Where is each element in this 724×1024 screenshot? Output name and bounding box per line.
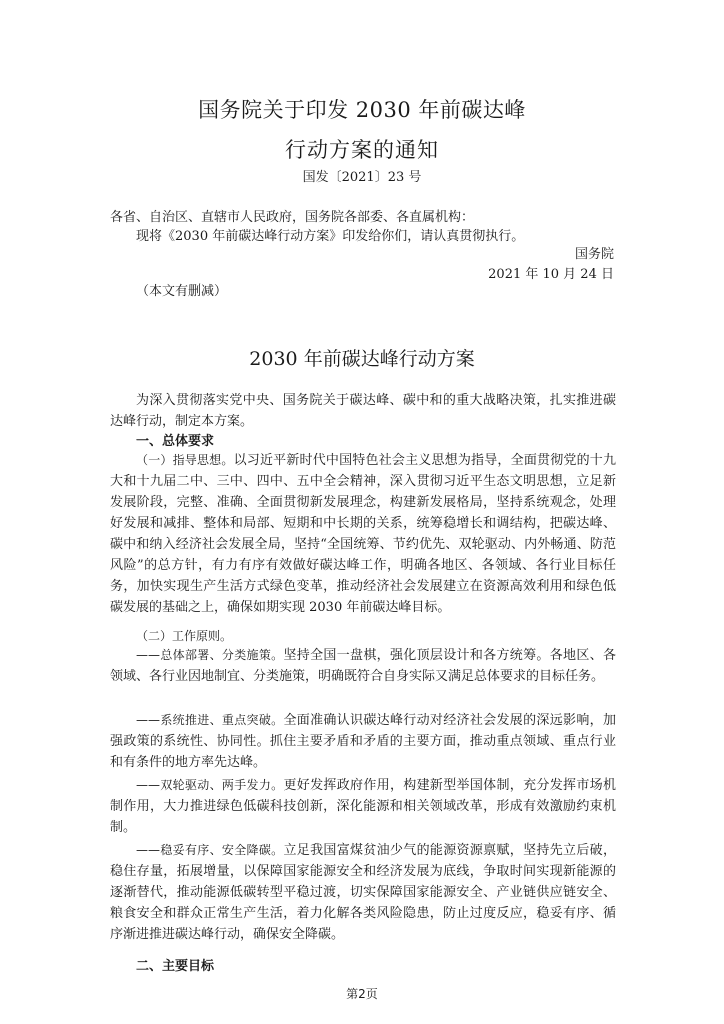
principle2-paragraph: [110, 710, 616, 773]
principle3-text: 更好发挥政府作用，构建新型举国体制，充分发挥市场机制作用，大力推进绿色低碳科技创新，深化能源和相关领域改革，形成有效激励约束机制。: [110, 778, 616, 835]
notice-title-line2: 行动方案的通知: [285, 138, 439, 162]
guiding-paragraph: [110, 450, 616, 618]
principle1-paragraph: [110, 645, 616, 687]
notice-body: 现将《2030 年前碳达峰行动方案》印发给你们，请认真贯彻执行。: [136, 229, 525, 244]
principles-label: （二）工作原则。: [136, 629, 233, 643]
abridged-note: （本文有删减）: [136, 284, 228, 299]
section2-heading: 二、主要目标: [136, 959, 215, 974]
plan-title: 2030 年前碳达峰行动方案: [249, 348, 475, 370]
section1-heading: 一、总体要求: [136, 434, 215, 449]
notice-title-line1: 国务院关于印发 2030 年前碳达峰: [198, 98, 526, 122]
issue-date: 2021 年 10 月 24 日: [488, 267, 614, 282]
principle2-label: ——系统推进、重点突破。: [136, 713, 284, 727]
issuer: 国务院: [574, 247, 614, 262]
principle4-paragraph: [110, 840, 616, 945]
page-number: 第2页: [346, 987, 378, 1001]
document-number: 国发〔2021〕23 号: [302, 170, 422, 185]
addressee: 各省、自治区、直辖市人民政府，国务院各部委、各直属机构：: [110, 210, 475, 225]
principle1-text: 坚持全国一盘棋，强化顶层设计和各方统筹。各地区、各领域、各行业因地制宜、分类施策，明确既符合自身实际又满足总体要求的目标任务。: [110, 648, 616, 684]
intro-paragraph: 为深入贯彻落实党中央、国务院关于碳达峰、碳中和的重大战略决策，扎实推进碳达峰行动，制定本方案。: [110, 393, 616, 429]
principle1-label: ——总体部署、分类施策。: [136, 648, 284, 662]
guiding-text: 以习近平新时代中国特色社会主义思想为指导，全面贯彻党的十九大和十九届二中、三中、四中、五中全会精神，深入贯彻习近平生态文明思想，立足新发展阶段，完整、准确、全面贯彻新发展理念，构建新发展格局，坚持系统观念，处理好发展和减排、整体和局部、短期和中长期的关系，统筹稳增长和调结构，把碳达峰、碳中和纳入经济社会发展全局，坚持“全国统筹、节约优先、双轮驱动、内外畅通、防范风险”的总方针，有力有序有效做好碳达峰工作，明确各地区、各领域、各行业目标任务，加快实现生产生活方式绿色变革，推动经济社会发展建立在资源高效利用和绿色低碳发展的基础之上，确保如期实现 2030 年前碳达峰目标。: [110, 453, 616, 615]
principle3-label: ——双轮驱动、两手发力。: [136, 778, 284, 792]
principle4-text: 立足我国富煤贫油少气的能源资源禀赋，坚持先立后破，稳住存量，拓展增量，以保障国家能源安全和经济发展为底线，争取时间实现新能源的逐渐替代，推动能源低碳转型平稳过渡，切实保障国家能源安全、产业链供应链安全、粮食安全和群众正常生产生活，着力化解各类风险隐患，防止过度反应，稳妥有序、循序渐进推进碳达峰行动，确保安全降碳。: [110, 843, 616, 942]
principle4-label: ——稳妥有序、安全降碳。: [136, 843, 284, 857]
principle2-text: 全面准确认识碳达峰行动对经济社会发展的深远影响，加强政策的系统性、协同性。抓住主要矛盾和矛盾的主要方面，推动重点领域、重点行业和有条件的地方率先达峰。: [110, 713, 616, 770]
guiding-label: （一）指导思想。: [136, 453, 234, 467]
principle3-paragraph: [110, 775, 616, 838]
